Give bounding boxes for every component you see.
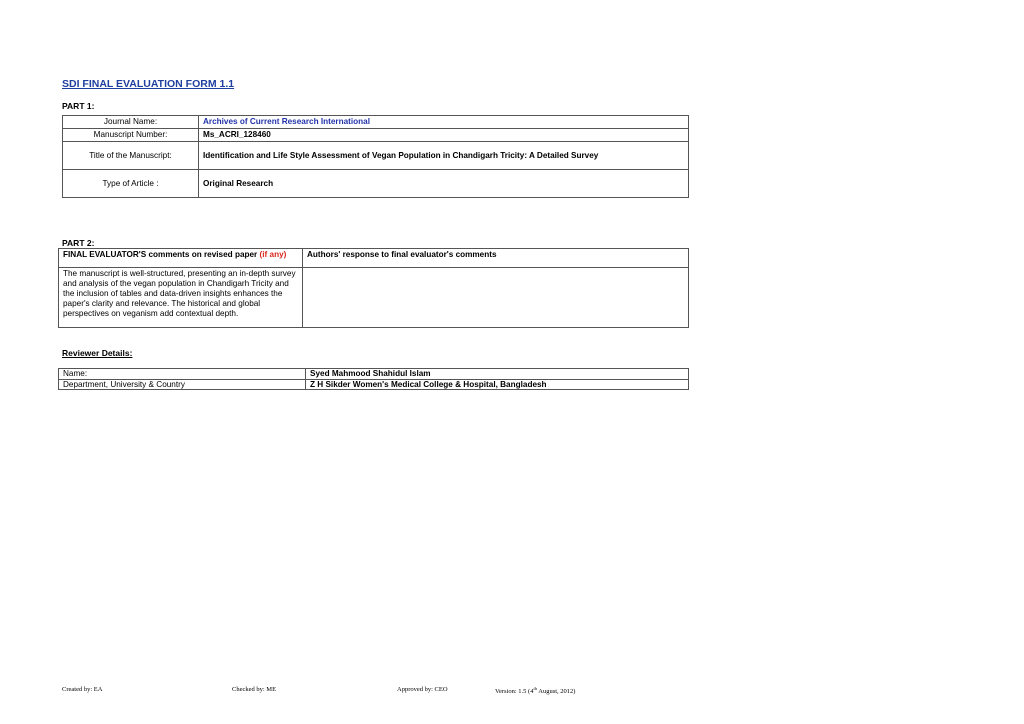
footer-version-suffix: August, 2012)	[536, 688, 576, 696]
evaluator-header-text: FINAL EVALUATOR'S comments on revised paper	[63, 250, 258, 259]
form-title: SDI FINAL EVALUATION FORM 1.1	[62, 78, 235, 90]
part2-label: PART 2:	[62, 238, 95, 248]
footer-version-sup: th	[533, 686, 537, 691]
footer-version-prefix: Version: 1.5 (4	[495, 688, 534, 696]
footer-created-by: Created by: EA	[62, 686, 103, 693]
manuscript-title-label: Title of the Manuscript:	[63, 142, 199, 170]
evaluator-comment-text: The manuscript is well-structured, presenting an in-depth survey and analysis of the vegan population in Chandigarh Tricity and the inclusion of tables and data-driven insights enhances the paper's clarity and relevance. The historical and global perspectives on veganism add contextual depth.	[59, 268, 303, 328]
article-type-value: Original Research	[199, 170, 689, 198]
journal-name-value: Archives of Current Research International	[199, 116, 689, 129]
reviewer-details-table	[58, 368, 689, 390]
authors-response-header: Authors' response to final evaluator's comments	[303, 249, 689, 268]
evaluator-comments-header	[59, 249, 303, 268]
manuscript-title-value: Identification and Life Style Assessment of Vegan Population in Chandigarh Tricity: A Detailed Survey	[199, 142, 689, 170]
manuscript-number-label: Manuscript Number:	[63, 129, 199, 142]
part1-label: PART 1:	[62, 101, 95, 111]
journal-name-label: Journal Name:	[63, 116, 199, 129]
footer-approved-by: Approved by: CEO	[397, 686, 448, 693]
reviewer-details-heading: Reviewer Details:	[62, 348, 133, 358]
footer-checked-by: Checked by: ME	[232, 686, 277, 693]
article-type-label: Type of Article :	[63, 170, 199, 198]
evaluator-header-note: (if any)	[259, 250, 287, 259]
manuscript-info-table	[62, 115, 689, 198]
evaluator-comments-table	[58, 248, 689, 328]
reviewer-department-value: Z H Sikder Women's Medical College & Hospital, Bangladesh	[306, 379, 689, 390]
footer-version	[495, 686, 575, 695]
manuscript-number-value: Ms_ACRI_128460	[199, 129, 689, 142]
reviewer-department-label: Department, University & Country	[59, 379, 306, 390]
reviewer-name-label: Name:	[59, 369, 306, 380]
reviewer-name-value: Syed Mahmood Shahidul Islam	[306, 369, 689, 380]
authors-response-cell	[303, 268, 689, 328]
